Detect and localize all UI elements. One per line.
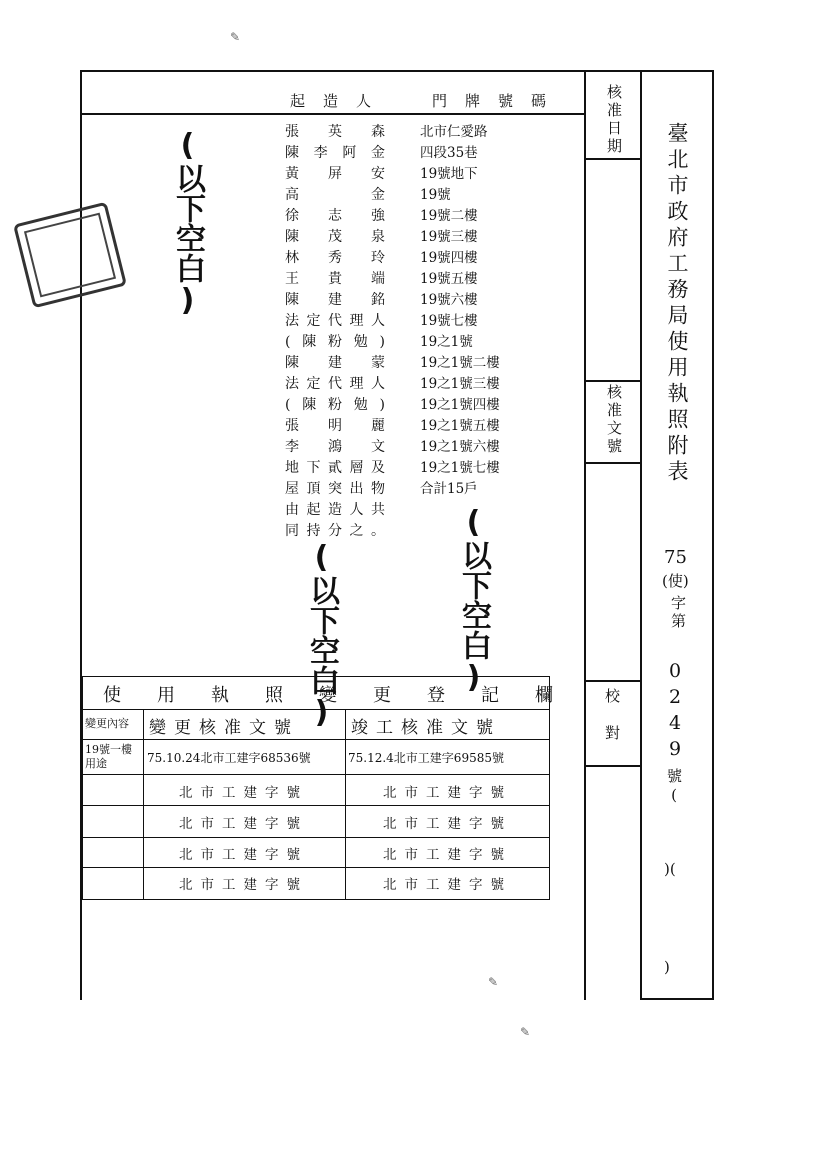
row-change: 75.10.24北市工建字68536號 [147, 751, 311, 765]
owner-item: 王貴端 [285, 271, 385, 287]
row-content: 19號一樓用途 [85, 743, 132, 770]
permit-year: 75 [664, 547, 687, 568]
address-item: 合計15戶 [420, 481, 478, 497]
scan-smudge: ✎ [488, 975, 499, 989]
side-h4 [584, 680, 641, 682]
side-h5 [584, 765, 641, 767]
address-item: 19之1號五樓 [420, 418, 500, 434]
owner-item: (陳粉勉) [285, 397, 385, 413]
register-title: 使用執照變更登記欄 [103, 685, 589, 706]
blank-mark-left: (以下空白) [170, 128, 205, 318]
owner-item: 黃屏安 [285, 166, 385, 182]
col-divider-1 [584, 70, 586, 1000]
side-h1 [584, 158, 641, 160]
side-h3 [584, 462, 641, 464]
address-item: 19之1號六樓 [420, 439, 500, 455]
owner-item: 陳李阿金 [285, 145, 385, 161]
address-item: 19號四樓 [420, 250, 478, 266]
address-item: 19號六樓 [420, 292, 478, 308]
owner-list [285, 122, 385, 542]
approval-number-label: 核准文號 [605, 384, 623, 456]
owner-item: (陳粉勉) [285, 334, 385, 350]
row-change: 北市工建字號 [179, 816, 308, 832]
row-complete: 北市工建字號 [383, 785, 512, 801]
row-complete: 北市工建字號 [383, 877, 512, 893]
owner-item: 林秀玲 [285, 250, 385, 266]
row-complete: 北市工建字號 [383, 816, 512, 832]
owner-item: 陳茂泉 [285, 229, 385, 245]
owner-column-header: 起造人 [290, 92, 390, 110]
owner-item: 李鴻文 [285, 439, 385, 455]
side-h2 [584, 380, 641, 382]
owner-item: 同持分之。 [285, 523, 385, 539]
frame-bottom [640, 998, 714, 1000]
row-complete: 北市工建字號 [383, 847, 512, 863]
bracket-mark: )( [664, 860, 676, 878]
permit-zi-di: 字第 [669, 595, 687, 631]
frame-right [712, 70, 714, 1000]
row-complete: 75.12.4北市工建字69585號 [348, 751, 504, 765]
approval-date-label: 核准日期 [605, 84, 623, 156]
address-item: 19之1號四樓 [420, 397, 500, 413]
header-divider [80, 113, 585, 115]
change-register-table [82, 676, 589, 900]
col-content-header: 變更內容 [85, 717, 129, 730]
owner-item: 由起造人共 [285, 502, 385, 518]
blank-mark-middle: (以下空白) [304, 540, 339, 730]
address-item: 19號二樓 [420, 208, 478, 224]
scan-smudge: ✎ [230, 30, 241, 44]
address-item: 19之1號二樓 [420, 355, 500, 371]
permit-type: (使) [662, 572, 689, 590]
permit-number: 0249 [664, 660, 686, 764]
bracket-mark-2: ) [664, 958, 670, 976]
owner-item: 陳建銘 [285, 292, 385, 308]
address-item: 19之1號 [420, 334, 473, 350]
address-item: 19號三樓 [420, 229, 478, 245]
col-divider-2 [640, 70, 642, 1000]
blank-mark-right: (以下空白) [456, 505, 491, 695]
owner-item: 陳建蒙 [285, 355, 385, 371]
col-complete-header: 竣工核准文號 [351, 718, 501, 738]
owner-item: 法定代理人 [285, 313, 385, 329]
owner-item: 地下貳層及 [285, 460, 385, 476]
address-list [420, 122, 560, 500]
row-change: 北市工建字號 [179, 785, 308, 801]
col-change-header: 變更核准文號 [149, 718, 299, 738]
permit-hao: 號( [665, 768, 683, 807]
address-item: 四段35巷 [420, 145, 478, 161]
document-title: 臺北市政府工務局使用執照附表 [665, 122, 689, 486]
owner-item: 高金 [285, 187, 385, 203]
scan-smudge: ✎ [520, 1025, 531, 1039]
row-change: 北市工建字號 [179, 847, 308, 863]
check-label: 校對 [603, 688, 621, 762]
address-item: 北市仁愛路 [420, 124, 488, 140]
address-item: 19號地下 [420, 166, 478, 182]
owner-item: 法定代理人 [285, 376, 385, 392]
address-item: 19之1號三樓 [420, 376, 500, 392]
frame-top [80, 70, 714, 72]
address-item: 19號七樓 [420, 313, 478, 329]
owner-item: 張英森 [285, 124, 385, 140]
address-item: 19號五樓 [420, 271, 478, 287]
address-column-header: 門牌號碼 [432, 92, 565, 110]
row-change: 北市工建字號 [179, 877, 308, 893]
owner-item: 屋頂突出物 [285, 481, 385, 497]
address-item: 19之1號七樓 [420, 460, 500, 476]
owner-item: 徐志強 [285, 208, 385, 224]
address-item: 19號 [420, 187, 451, 203]
owner-item: 張明麗 [285, 418, 385, 434]
official-stamp [13, 202, 127, 309]
